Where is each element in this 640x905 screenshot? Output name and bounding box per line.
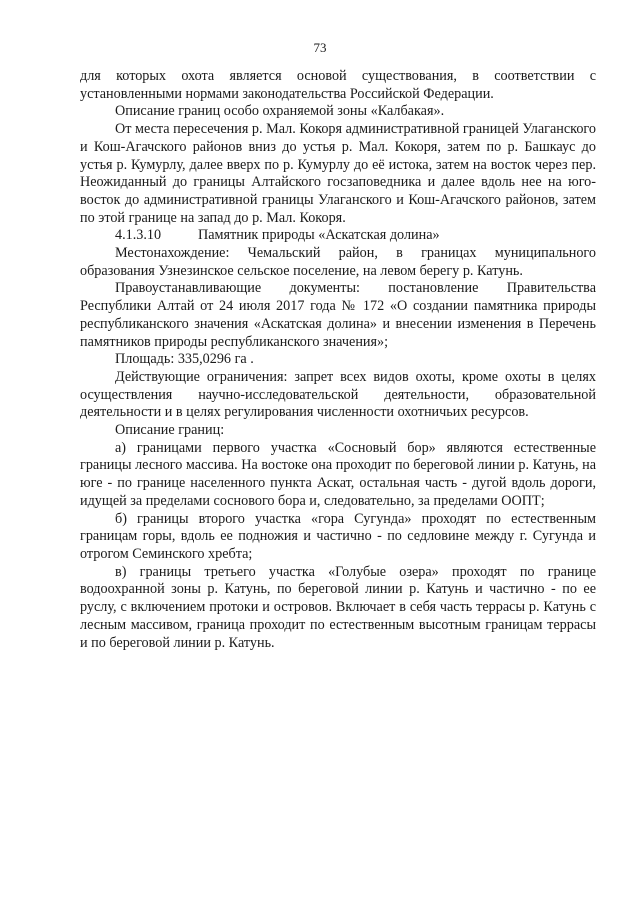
paragraph-location: Местонахождение: Чемальский район, в границах муниципального образования Узнезинское сельское поселение, на левом берегу р. Катунь.	[80, 245, 596, 279]
paragraph-continuation: для которых охота является основой существования, в соответствии с установленными нормами законодательства Российской Федерации.	[80, 68, 596, 102]
paragraph-boundaries-heading: Описание границ:	[115, 422, 225, 439]
paragraph-area: Площадь: 335,0296 га .	[115, 351, 254, 368]
paragraph-zone-boundary: От места пересечения р. Мал. Кокоря административной границей Улаганского и Кош-Агачского районов вниз до устья р. Мал. Кокоря, затем по р. Башкаус до устья р. Кумурлу, далее вверх по р. Кумурлу до её истока, затем на восток через пер. Неожиданный до границы Алтайского госзаповедника и далее вдоль нее на юго-восток до административной границы Улаганского и Кош-Агачского районов, затем по этой границе на запад до р. Мал. Кокоря.	[80, 121, 596, 226]
paragraph-boundary-a: а) границами первого участка «Сосновый бор» являются естественные границы лесного массива. На востоке она проходит по береговой линии р. Катунь, на юге - по границе населенного пункта Аскат, остальная часть - дугой вдоль дороги, идущей за пределами соснового бора и, следовательно, за пределами ООПТ;	[80, 439, 596, 509]
document-body	[80, 68, 596, 652]
paragraph-zone-title: Описание границ особо охраняемой зоны «Калбакая».	[115, 103, 445, 120]
section-number: 4.1.3.10	[115, 227, 162, 244]
paragraph-restrictions: Действующие ограничения: запрет всех видов охоты, кроме охоты в целях осуществления научно-исследовательской деятельности, образовательной деятельности и в целях регулирования численности охотничьих ресурсов.	[80, 368, 596, 421]
paragraph-legal-documents: Правоустанавливающие документы: постановление Правительства Республики Алтай от 24 июля 2017 года № 172 «О создании памятника природы республиканского значения «Аскатская долина» и внесении изменения в Перечень памятников природы республиканского значения»;	[80, 280, 596, 350]
section-title: Памятник природы «Аскатская долина»	[198, 227, 440, 244]
paragraph-boundary-b: б) границы второго участка «гора Сугунда» проходят по естественным границам горы, вдоль ее подножия и частично - по седловине между г. Сугунда и отрогом Семинского хребта;	[80, 510, 596, 562]
page-number: 73	[313, 40, 327, 55]
paragraph-boundary-c: в) границы третьего участка «Голубые озера» проходят по границе водоохранной зоны р. Катунь, по береговой линии р. Катунь и частично - по ее руслу, с включением протоки и островов. Включает в себя часть террасы р. Катунь с лесным массивом, граница проходит по естественным высотным границам террасы и по береговой линии р. Катунь.	[80, 563, 596, 651]
section-heading	[80, 227, 596, 245]
